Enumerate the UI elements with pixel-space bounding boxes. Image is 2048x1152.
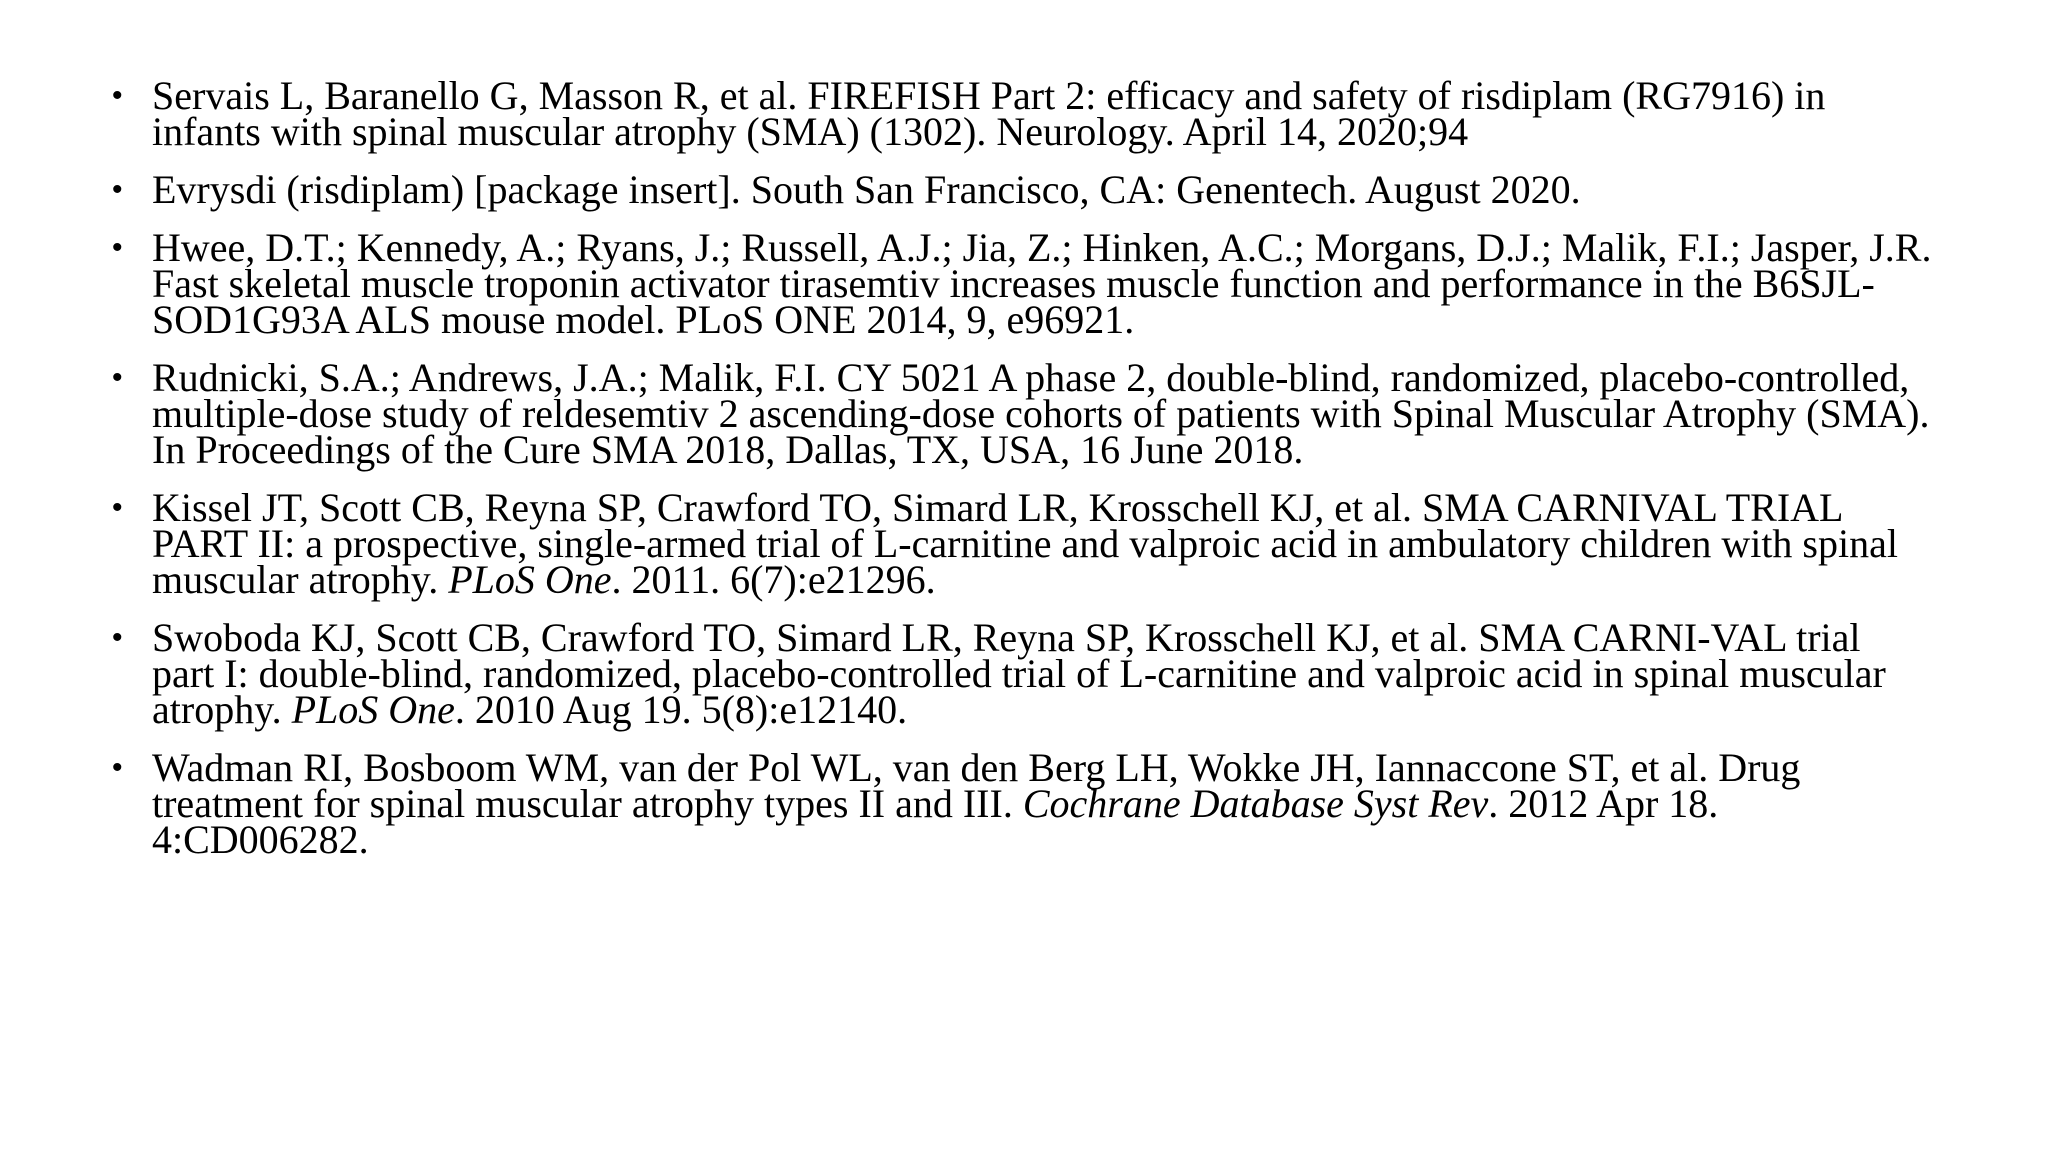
bullet-icon: • — [112, 491, 123, 524]
bullet-icon: • — [112, 173, 123, 206]
reference-text-main: Wadman RI, Bosboom WM, van der Pol WL, van den Berg LH, Wokke JH, Iannaccone ST, et al. Drug treatment for spinal muscular atrophy types II and III. — [152, 745, 1801, 826]
reference-text — [152, 615, 1886, 732]
reference-text-main: Hwee, D.T.; Kennedy, A.; Ryans, J.; Russell, A.J.; Jia, Z.; Hinken, A.C.; Morgans, D.J.; Malik, F.I.; Jasper, J.R. Fast skeletal muscle troponin activator tirasemtiv increases muscle function and performance in the B6SJL-SOD1G93A ALS mouse model. PLoS ONE 2014, 9, e96921. — [152, 225, 1932, 342]
reference-text-main: Evrysdi (risdiplam) [package insert]. South San Francisco, CA: Genentech. August 2020. — [152, 167, 1581, 212]
reference-text-main: Servais L, Baranello G, Masson R, et al. FIREFISH Part 2: efficacy and safety of risdiplam (RG7916) in infants with spinal muscular atrophy (SMA) (1302). Neurology. April 14, 2020;94 — [152, 73, 1826, 154]
reference-text — [152, 225, 1931, 342]
reference-item — [112, 615, 1932, 732]
bullet-icon: • — [112, 361, 123, 394]
reference-text — [152, 745, 1800, 862]
reference-item — [112, 73, 1932, 154]
reference-item — [112, 225, 1932, 342]
reference-text-main: Swoboda KJ, Scott CB, Crawford TO, Simard LR, Reyna SP, Krosschell KJ, et al. SMA CARNI-VAL trial part I: double-blind, randomized, placebo-controlled trial of L-carnitine and valproic acid in spinal muscular atrophy. — [152, 615, 1886, 732]
reference-text-tail: . 2011. 6(7):e21296. — [611, 557, 936, 602]
reference-item — [112, 167, 1932, 212]
reference-text — [152, 167, 1581, 212]
reference-journal: PLoS One — [291, 687, 455, 732]
bullet-icon: • — [112, 621, 123, 654]
bullet-icon: • — [112, 751, 123, 784]
reference-text-tail: . 2012 Apr 18. 4:CD006282. — [152, 781, 1719, 862]
reference-journal: PLoS One — [448, 557, 612, 602]
bullet-icon: • — [112, 231, 123, 264]
reference-text-main: Rudnicki, S.A.; Andrews, J.A.; Malik, F.I. CY 5021 A phase 2, double-blind, randomized, placebo-controlled, multiple-dose study of reldesemtiv 2 ascending-dose cohorts of patients with Spinal Muscular Atrophy (SMA). In Proceedings of the Cure SMA 2018, Dallas, TX, USA, 16 June 2018. — [152, 355, 1930, 472]
reference-item — [112, 745, 1932, 862]
reference-text — [152, 355, 1930, 472]
reference-item — [112, 355, 1932, 472]
reference-journal: Cochrane Database Syst Rev — [1022, 781, 1489, 826]
reference-text — [152, 73, 1825, 154]
reference-text — [152, 485, 1898, 602]
reference-list — [112, 73, 1932, 880]
reference-text-tail: . 2010 Aug 19. 5(8):e12140. — [454, 687, 908, 732]
reference-text-main: Kissel JT, Scott CB, Reyna SP, Crawford TO, Simard LR, Krosschell KJ, et al. SMA CARNIVAL TRIAL PART II: a prospective, single-armed trial of L-carnitine and valproic acid in ambulatory children with spinal muscular atrophy. — [152, 485, 1898, 602]
bullet-icon: • — [112, 79, 123, 112]
reference-item — [112, 485, 1932, 602]
